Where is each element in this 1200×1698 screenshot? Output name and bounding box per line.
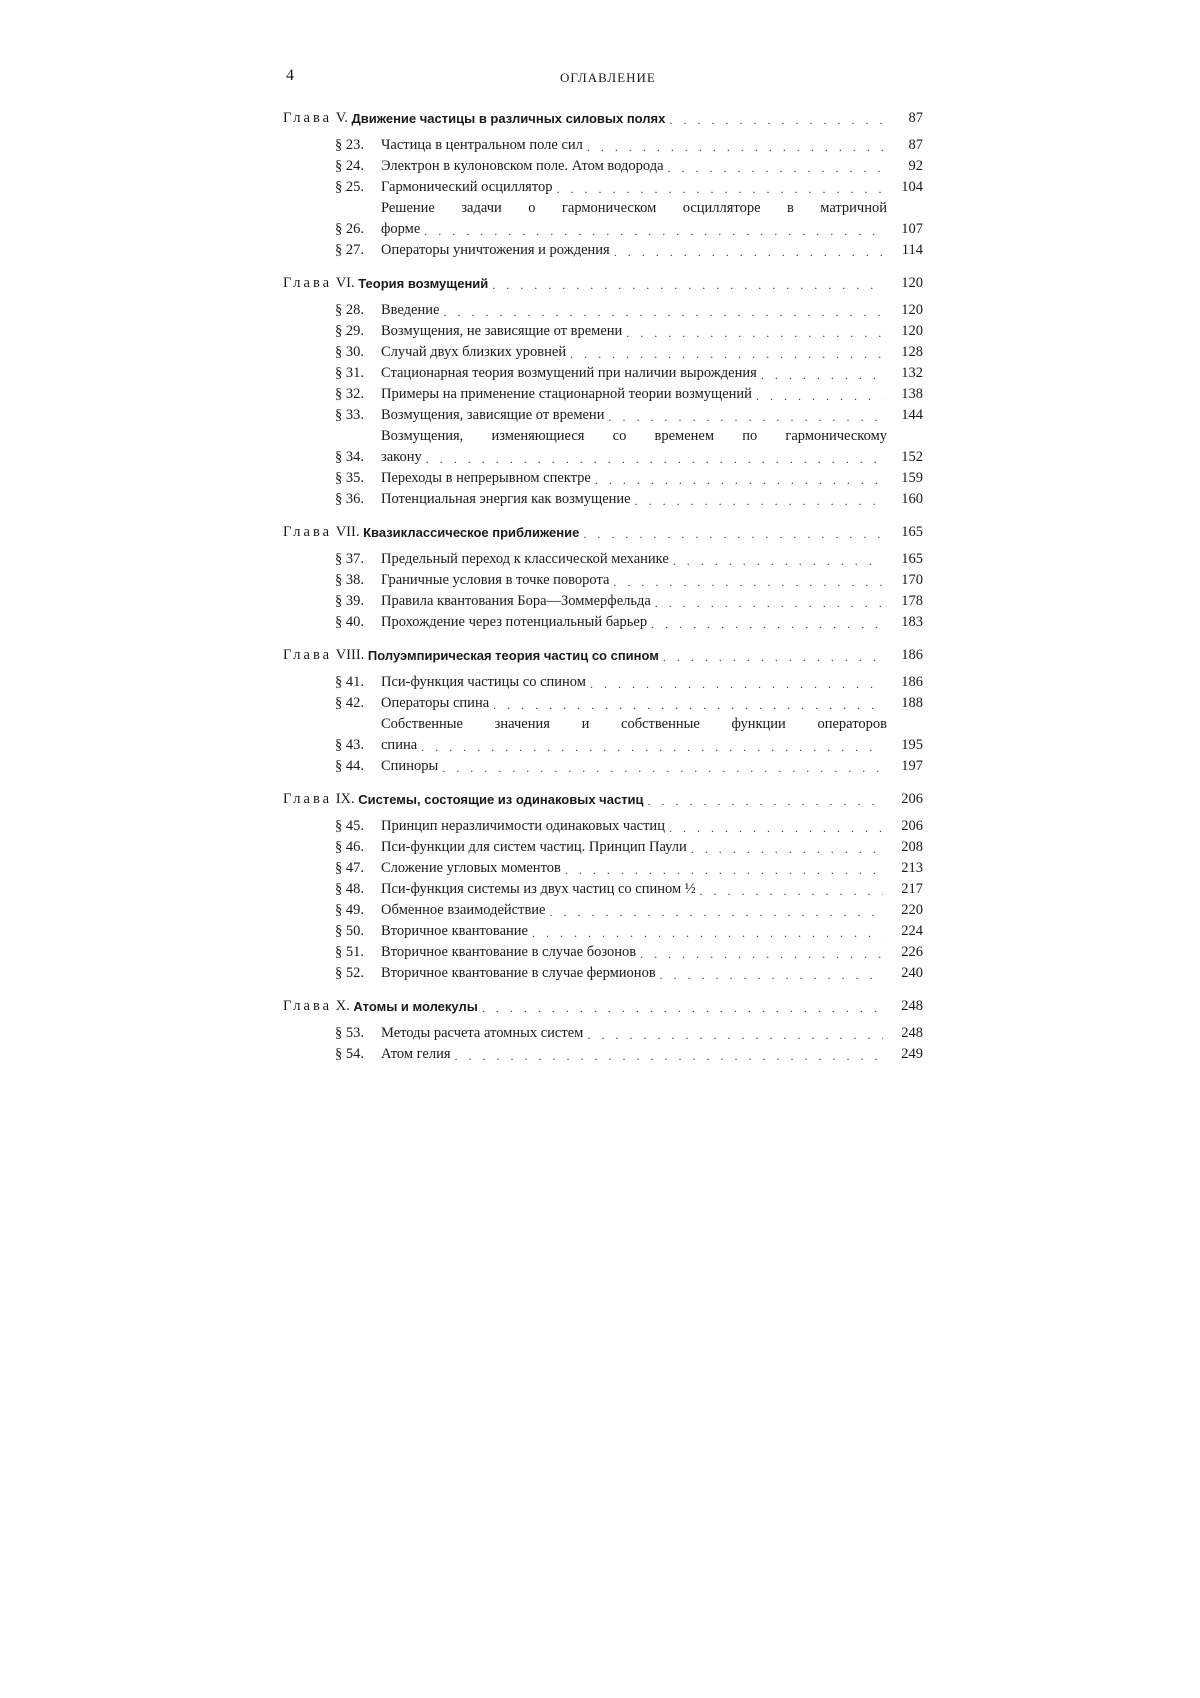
section-entry[interactable]: [283, 1044, 923, 1065]
section-title: Частица в центральном поле сил: [381, 137, 583, 153]
section-entry[interactable]: [283, 879, 923, 900]
section-title: Переходы в непрерывном спектре: [381, 470, 591, 486]
chapter-entry[interactable]: [283, 645, 923, 666]
section-entry[interactable]: [283, 570, 923, 591]
section-number: § 51.: [335, 944, 364, 960]
chapter-entry[interactable]: [283, 273, 923, 294]
section-number: § 26.: [335, 221, 364, 237]
section-entry[interactable]: [283, 816, 923, 837]
section-page: 186: [901, 674, 923, 690]
dot-leader: [426, 453, 883, 465]
dot-leader: [668, 162, 883, 174]
section-number: § 24.: [335, 158, 364, 174]
chapter-page: 186: [901, 647, 923, 663]
chapter-entry[interactable]: [283, 522, 923, 543]
section-page: 120: [901, 302, 923, 318]
chapter-block: [283, 108, 923, 261]
dot-leader: [756, 390, 883, 402]
section-title: Гармонический осциллятор: [381, 179, 553, 195]
dot-leader: [669, 822, 883, 834]
section-title-continuation: [381, 447, 887, 468]
chapter-number: IX.: [335, 791, 355, 807]
section-page: 144: [901, 407, 923, 423]
chapter-block: [283, 273, 923, 510]
chapter-title: Квазиклассическое приближение: [363, 525, 580, 540]
section-number: § 32.: [335, 386, 364, 402]
chapter-page: 120: [901, 275, 923, 291]
section-title: Операторы уничтожения и рождения: [381, 242, 610, 258]
section-page: 206: [901, 818, 923, 834]
section-entry[interactable]: [283, 612, 923, 633]
section-page: 159: [901, 470, 923, 486]
section-title: Правила квантования Бора—Зоммерфельда: [381, 593, 651, 609]
section-page: 183: [901, 614, 923, 630]
section-title: Вторичное квантование: [381, 923, 528, 939]
section-entry[interactable]: [283, 489, 923, 510]
section-title-wrap: [381, 714, 887, 756]
chapter-title: Теория возмущений: [358, 276, 489, 291]
section-page: 240: [901, 965, 923, 981]
section-title: Вторичное квантование в случае бозонов: [381, 944, 637, 960]
dot-leader: [761, 369, 883, 381]
section-page: 208: [901, 839, 923, 855]
dot-leader: [482, 1002, 883, 1014]
section-title-continuation: [381, 219, 887, 240]
section-number: § 54.: [335, 1046, 364, 1062]
dot-leader: [626, 327, 883, 339]
section-entry[interactable]: [283, 756, 923, 777]
section-entry[interactable]: [283, 240, 923, 261]
chapter-number: V.: [335, 110, 348, 126]
section-title: Спиноры: [381, 758, 439, 774]
section-title: Стационарная теория возмущений при наличии вырождения: [381, 365, 757, 381]
section-page: 197: [901, 758, 923, 774]
chapter-block: [283, 522, 923, 633]
section-title: Граничные условия в точке поворота: [381, 572, 610, 588]
dot-leader: [587, 1029, 883, 1041]
dot-leader: [570, 348, 883, 360]
section-number: § 28.: [335, 302, 364, 318]
section-entry[interactable]: [283, 177, 923, 198]
section-entry[interactable]: [283, 156, 923, 177]
dot-leader: [587, 141, 883, 153]
dot-leader: [442, 762, 883, 774]
section-entry[interactable]: [283, 1023, 923, 1044]
section-page: 195: [901, 737, 923, 753]
section-page: 248: [901, 1025, 923, 1041]
section-entry[interactable]: [283, 591, 923, 612]
dot-leader: [673, 555, 883, 567]
chapter-prefix: Глава: [283, 647, 333, 663]
dot-leader: [651, 618, 883, 630]
section-page: 152: [901, 449, 923, 465]
section-page: 220: [901, 902, 923, 918]
dot-leader: [655, 597, 883, 609]
page-number: 4: [286, 67, 294, 84]
section-entry[interactable]: [283, 672, 923, 693]
section-entry[interactable]: [283, 300, 923, 321]
chapter-number: VI.: [335, 275, 355, 291]
section-page: 160: [901, 491, 923, 507]
section-number: § 48.: [335, 881, 364, 897]
table-of-contents: [283, 108, 923, 1077]
chapter-prefix: Глава: [283, 998, 333, 1014]
section-title-wrap: [381, 426, 887, 468]
section-number: § 49.: [335, 902, 364, 918]
section-number: § 50.: [335, 923, 364, 939]
section-title: Примеры на применение стационарной теории возмущений: [381, 386, 752, 402]
section-number: § 27.: [335, 242, 364, 258]
dot-leader: [590, 678, 883, 690]
section-title-continuation: [381, 735, 887, 756]
chapter-number: VII.: [335, 524, 360, 540]
section-title: Решение задачи о гармоническом осцилляторе в матричной: [381, 200, 887, 216]
section-number: § 31.: [335, 365, 364, 381]
section-page: 87: [908, 137, 923, 153]
section-page: 170: [901, 572, 923, 588]
section-title: Потенциальная энергия как возмущение: [381, 491, 631, 507]
section-page: 217: [901, 881, 923, 897]
dot-leader: [614, 246, 883, 258]
section-entry[interactable]: [283, 135, 923, 156]
chapter-page: 87: [908, 110, 923, 126]
section-title: Вторичное квантование в случае фермионов: [381, 965, 656, 981]
section-title: Прохождение через потенциальный барьер: [381, 614, 648, 630]
dot-leader: [640, 948, 883, 960]
section-entry[interactable]: [283, 405, 923, 426]
section-title: Пси-функция системы из двух частиц со спином ½: [381, 881, 696, 897]
section-title-line2: форме: [381, 221, 421, 237]
section-title: Пси-функция частицы со спином: [381, 674, 586, 690]
section-number: § 30.: [335, 344, 364, 360]
chapter-prefix: Глава: [283, 110, 333, 126]
section-title: Атом гелия: [381, 1046, 451, 1062]
section-number: § 52.: [335, 965, 364, 981]
section-title: Случай двух близких уровней: [381, 344, 567, 360]
dot-leader: [648, 795, 883, 807]
section-entry[interactable]: [283, 363, 923, 384]
section-page: 213: [901, 860, 923, 876]
section-title-line2: закону: [381, 449, 422, 465]
dot-leader: [557, 183, 883, 195]
section-page: 120: [901, 323, 923, 339]
chapter-prefix: Глава: [283, 275, 333, 291]
section-page: 188: [901, 695, 923, 711]
section-entry[interactable]: [283, 468, 923, 489]
section-number: § 44.: [335, 758, 364, 774]
section-number: § 41.: [335, 674, 364, 690]
section-page: 114: [901, 242, 923, 258]
section-number: § 37.: [335, 551, 364, 567]
dot-leader: [565, 864, 883, 876]
section-entry[interactable]: [283, 198, 923, 240]
section-title: Возмущения, изменяющиеся со временем по гармоническому: [381, 428, 887, 444]
dot-leader: [421, 741, 883, 753]
dot-leader: [443, 306, 883, 318]
section-entry[interactable]: [283, 963, 923, 984]
dot-leader: [424, 225, 883, 237]
section-title: Возмущения, не зависящие от времени: [381, 323, 623, 339]
section-title: Операторы спина: [381, 695, 490, 711]
chapter-prefix: Глава: [283, 524, 333, 540]
section-page: 224: [901, 923, 923, 939]
section-number: § 35.: [335, 470, 364, 486]
section-title: Электрон в кулоновском поле. Атом водорода: [381, 158, 664, 174]
running-title: ОГЛАВЛЕНИЕ: [560, 70, 656, 85]
section-number: § 33.: [335, 407, 364, 423]
section-title-wrap: [381, 198, 887, 240]
chapter-number: VIII.: [335, 647, 365, 663]
chapter-number: X.: [335, 998, 350, 1014]
section-number: § 45.: [335, 818, 364, 834]
section-number: § 38.: [335, 572, 364, 588]
chapter-entry[interactable]: [283, 789, 923, 810]
dot-leader: [550, 906, 884, 918]
section-page: 132: [901, 365, 923, 381]
chapter-page: 248: [901, 998, 923, 1014]
section-number: § 40.: [335, 614, 364, 630]
section-title: Пси-функции для систем частиц. Принцип Паули: [381, 839, 687, 855]
chapter-prefix: Глава: [283, 791, 333, 807]
chapter-page: 165: [901, 524, 923, 540]
chapter-page: 206: [901, 791, 923, 807]
chapter-block: [283, 645, 923, 777]
section-title: Предельный переход к классической механике: [381, 551, 669, 567]
dot-leader: [595, 474, 883, 486]
section-page: 128: [901, 344, 923, 360]
section-title: Принцип неразличимости одинаковых частиц: [381, 818, 665, 834]
dot-leader: [669, 114, 883, 126]
section-page: 226: [901, 944, 923, 960]
dot-leader: [608, 411, 883, 423]
section-page: 138: [901, 386, 923, 402]
dot-leader: [691, 843, 883, 855]
section-title: Собственные значения и собственные функции операторов: [381, 716, 887, 732]
dot-leader: [613, 576, 883, 588]
section-entry[interactable]: [283, 714, 923, 756]
section-entry[interactable]: [283, 321, 923, 342]
section-title: Обменное взаимодействие: [381, 902, 546, 918]
section-entry[interactable]: [283, 426, 923, 468]
section-page: 165: [901, 551, 923, 567]
dot-leader: [663, 651, 883, 663]
section-title-line2: спина: [381, 737, 418, 753]
section-number: § 53.: [335, 1025, 364, 1041]
chapter-title: Системы, состоящие из одинаковых частиц: [358, 792, 644, 807]
dot-leader: [532, 927, 883, 939]
section-entry[interactable]: [283, 837, 923, 858]
section-entry[interactable]: [283, 921, 923, 942]
section-number: § 29.: [335, 323, 364, 339]
section-entry[interactable]: [283, 549, 923, 570]
section-number: § 25.: [335, 179, 364, 195]
section-page: 178: [901, 593, 923, 609]
section-number: § 47.: [335, 860, 364, 876]
section-page: 104: [901, 179, 923, 195]
section-number: § 43.: [335, 737, 364, 753]
dot-leader: [635, 495, 883, 507]
section-entry[interactable]: [283, 342, 923, 363]
chapter-block: [283, 789, 923, 984]
section-number: § 42.: [335, 695, 364, 711]
chapter-entry[interactable]: [283, 108, 923, 129]
section-number: § 36.: [335, 491, 364, 507]
section-number: § 23.: [335, 137, 364, 153]
chapter-title: Полуэмпирическая теория частиц со спином: [367, 648, 659, 663]
dot-leader: [583, 528, 883, 540]
section-number: § 46.: [335, 839, 364, 855]
section-entry[interactable]: [283, 384, 923, 405]
section-page: 249: [901, 1046, 923, 1062]
section-title: Методы расчета атомных систем: [381, 1025, 584, 1041]
section-entry[interactable]: [283, 858, 923, 879]
dot-leader: [700, 885, 883, 897]
section-number: § 34.: [335, 449, 364, 465]
dot-leader: [455, 1050, 883, 1062]
section-title: Возмущения, зависящие от времени: [381, 407, 605, 423]
section-page: 107: [901, 221, 923, 237]
dot-leader: [660, 969, 883, 981]
chapter-title: Атомы и молекулы: [353, 999, 478, 1014]
section-title: Введение: [381, 302, 440, 318]
chapter-entry[interactable]: [283, 996, 923, 1017]
chapter-block: [283, 996, 923, 1065]
section-entry[interactable]: [283, 900, 923, 921]
section-entry[interactable]: [283, 942, 923, 963]
section-entry[interactable]: [283, 693, 923, 714]
section-title: Сложение угловых моментов: [381, 860, 561, 876]
section-number: § 39.: [335, 593, 364, 609]
section-page: 92: [908, 158, 923, 174]
dot-leader: [492, 279, 883, 291]
dot-leader: [493, 699, 883, 711]
chapter-title: Движение частицы в различных силовых полях: [351, 111, 666, 126]
